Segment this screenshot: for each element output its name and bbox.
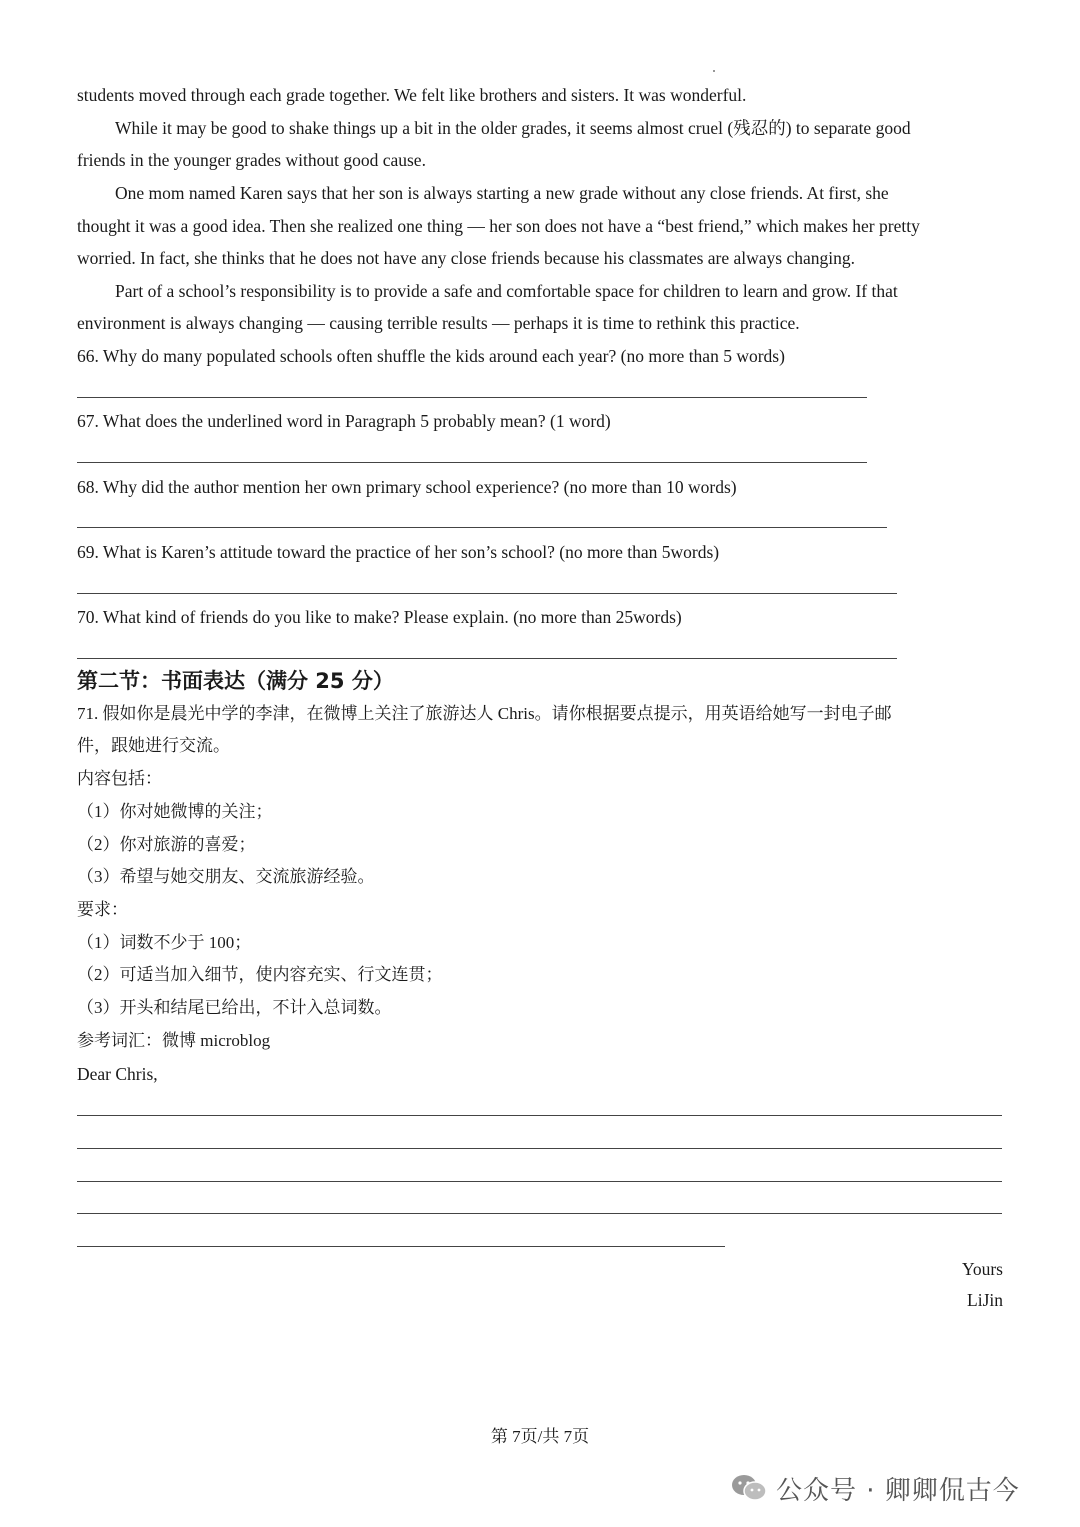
writing-line[interactable] bbox=[77, 1115, 1002, 1116]
writing-line[interactable] bbox=[77, 1148, 1002, 1149]
letter-signature: LiJin bbox=[967, 1290, 1003, 1310]
vocab-reference: 参考词汇：微博 microblog bbox=[77, 1031, 271, 1050]
writing-prompt: 71. 假如你是晨光中学的李津，在微博上关注了旅游达人 Chris。请你根据要点提示，用英语给她写一封电子邮 bbox=[77, 704, 892, 723]
answer-line-70[interactable] bbox=[77, 658, 897, 659]
answer-line-66[interactable] bbox=[77, 397, 867, 398]
section-heading: 第二节：书面表达（满分 25 分） bbox=[77, 669, 394, 693]
passage-line: Part of a school’s responsibility is to provide a safe and comfortable space for children to learn and grow. If that bbox=[115, 281, 898, 301]
content-label: 内容包括： bbox=[77, 769, 162, 788]
passage-line: worried. In fact, she thinks that he does not have any close friends because his classmates are always changing. bbox=[77, 248, 856, 268]
writing-line[interactable] bbox=[77, 1246, 725, 1247]
writing-prompt: 件，跟她进行交流。 bbox=[77, 736, 230, 755]
question-68: 68. Why did the author mention her own primary school experience? (no more than 10 words) bbox=[77, 477, 737, 497]
passage-line: While it may be good to shake things up a bit in the older grades, it seems almost cruel (残忍的) to separate good bbox=[115, 118, 911, 138]
content-item: （3）希望与她交朋友、交流旅游经验。 bbox=[77, 867, 375, 886]
requirements-label: 要求： bbox=[77, 900, 128, 919]
question-69: 69. What is Karen’s attitude toward the practice of her son’s school? (no more than 5words) bbox=[77, 542, 720, 562]
passage-line: thought it was a good idea. Then she realized one thing — her son does not have a “best friend,” which makes her pretty bbox=[77, 216, 920, 236]
watermark-text: 公众号 · 卿卿侃古今 bbox=[776, 1475, 1020, 1506]
wechat-icon bbox=[730, 1473, 768, 1503]
answer-line-69[interactable] bbox=[77, 593, 897, 594]
question-66: 66. Why do many populated schools often shuffle the kids around each year? (no more than 5 words) bbox=[77, 346, 785, 366]
content-item: （1）你对她微博的关注； bbox=[77, 802, 273, 821]
requirement-item: （3）开头和结尾已给出，不计入总词数。 bbox=[77, 998, 392, 1017]
question-67: 67. What does the underlined word in Paragraph 5 probably mean? (1 word) bbox=[77, 411, 611, 431]
question-70: 70. What kind of friends do you like to make? Please explain. (no more than 25words) bbox=[77, 607, 682, 627]
stray-dot bbox=[713, 70, 715, 72]
watermark bbox=[730, 1468, 1020, 1508]
requirement-item: （2）可适当加入细节，使内容充实、行文连贯； bbox=[77, 965, 443, 984]
passage-line: One mom named Karen says that her son is always starting a new grade without any close friends. At first, she bbox=[115, 183, 889, 203]
passage-line: students moved through each grade together. We felt like brothers and sisters. It was wonderful. bbox=[77, 85, 747, 105]
content-item: （2）你对旅游的喜爱； bbox=[77, 835, 256, 854]
answer-line-68[interactable] bbox=[77, 527, 887, 528]
letter-greeting: Dear Chris, bbox=[77, 1064, 158, 1084]
writing-line[interactable] bbox=[77, 1213, 1002, 1214]
passage-line: friends in the younger grades without good cause. bbox=[77, 150, 426, 170]
page-number: 第 7页/共 7页 bbox=[490, 1427, 590, 1446]
passage-line: environment is always changing — causing terrible results — perhaps it is time to rethink this practice. bbox=[77, 313, 800, 333]
requirement-item: （1）词数不少于 100； bbox=[77, 933, 252, 952]
answer-line-67[interactable] bbox=[77, 462, 867, 463]
writing-line[interactable] bbox=[77, 1181, 1002, 1182]
letter-closing: Yours bbox=[961, 1259, 1003, 1279]
